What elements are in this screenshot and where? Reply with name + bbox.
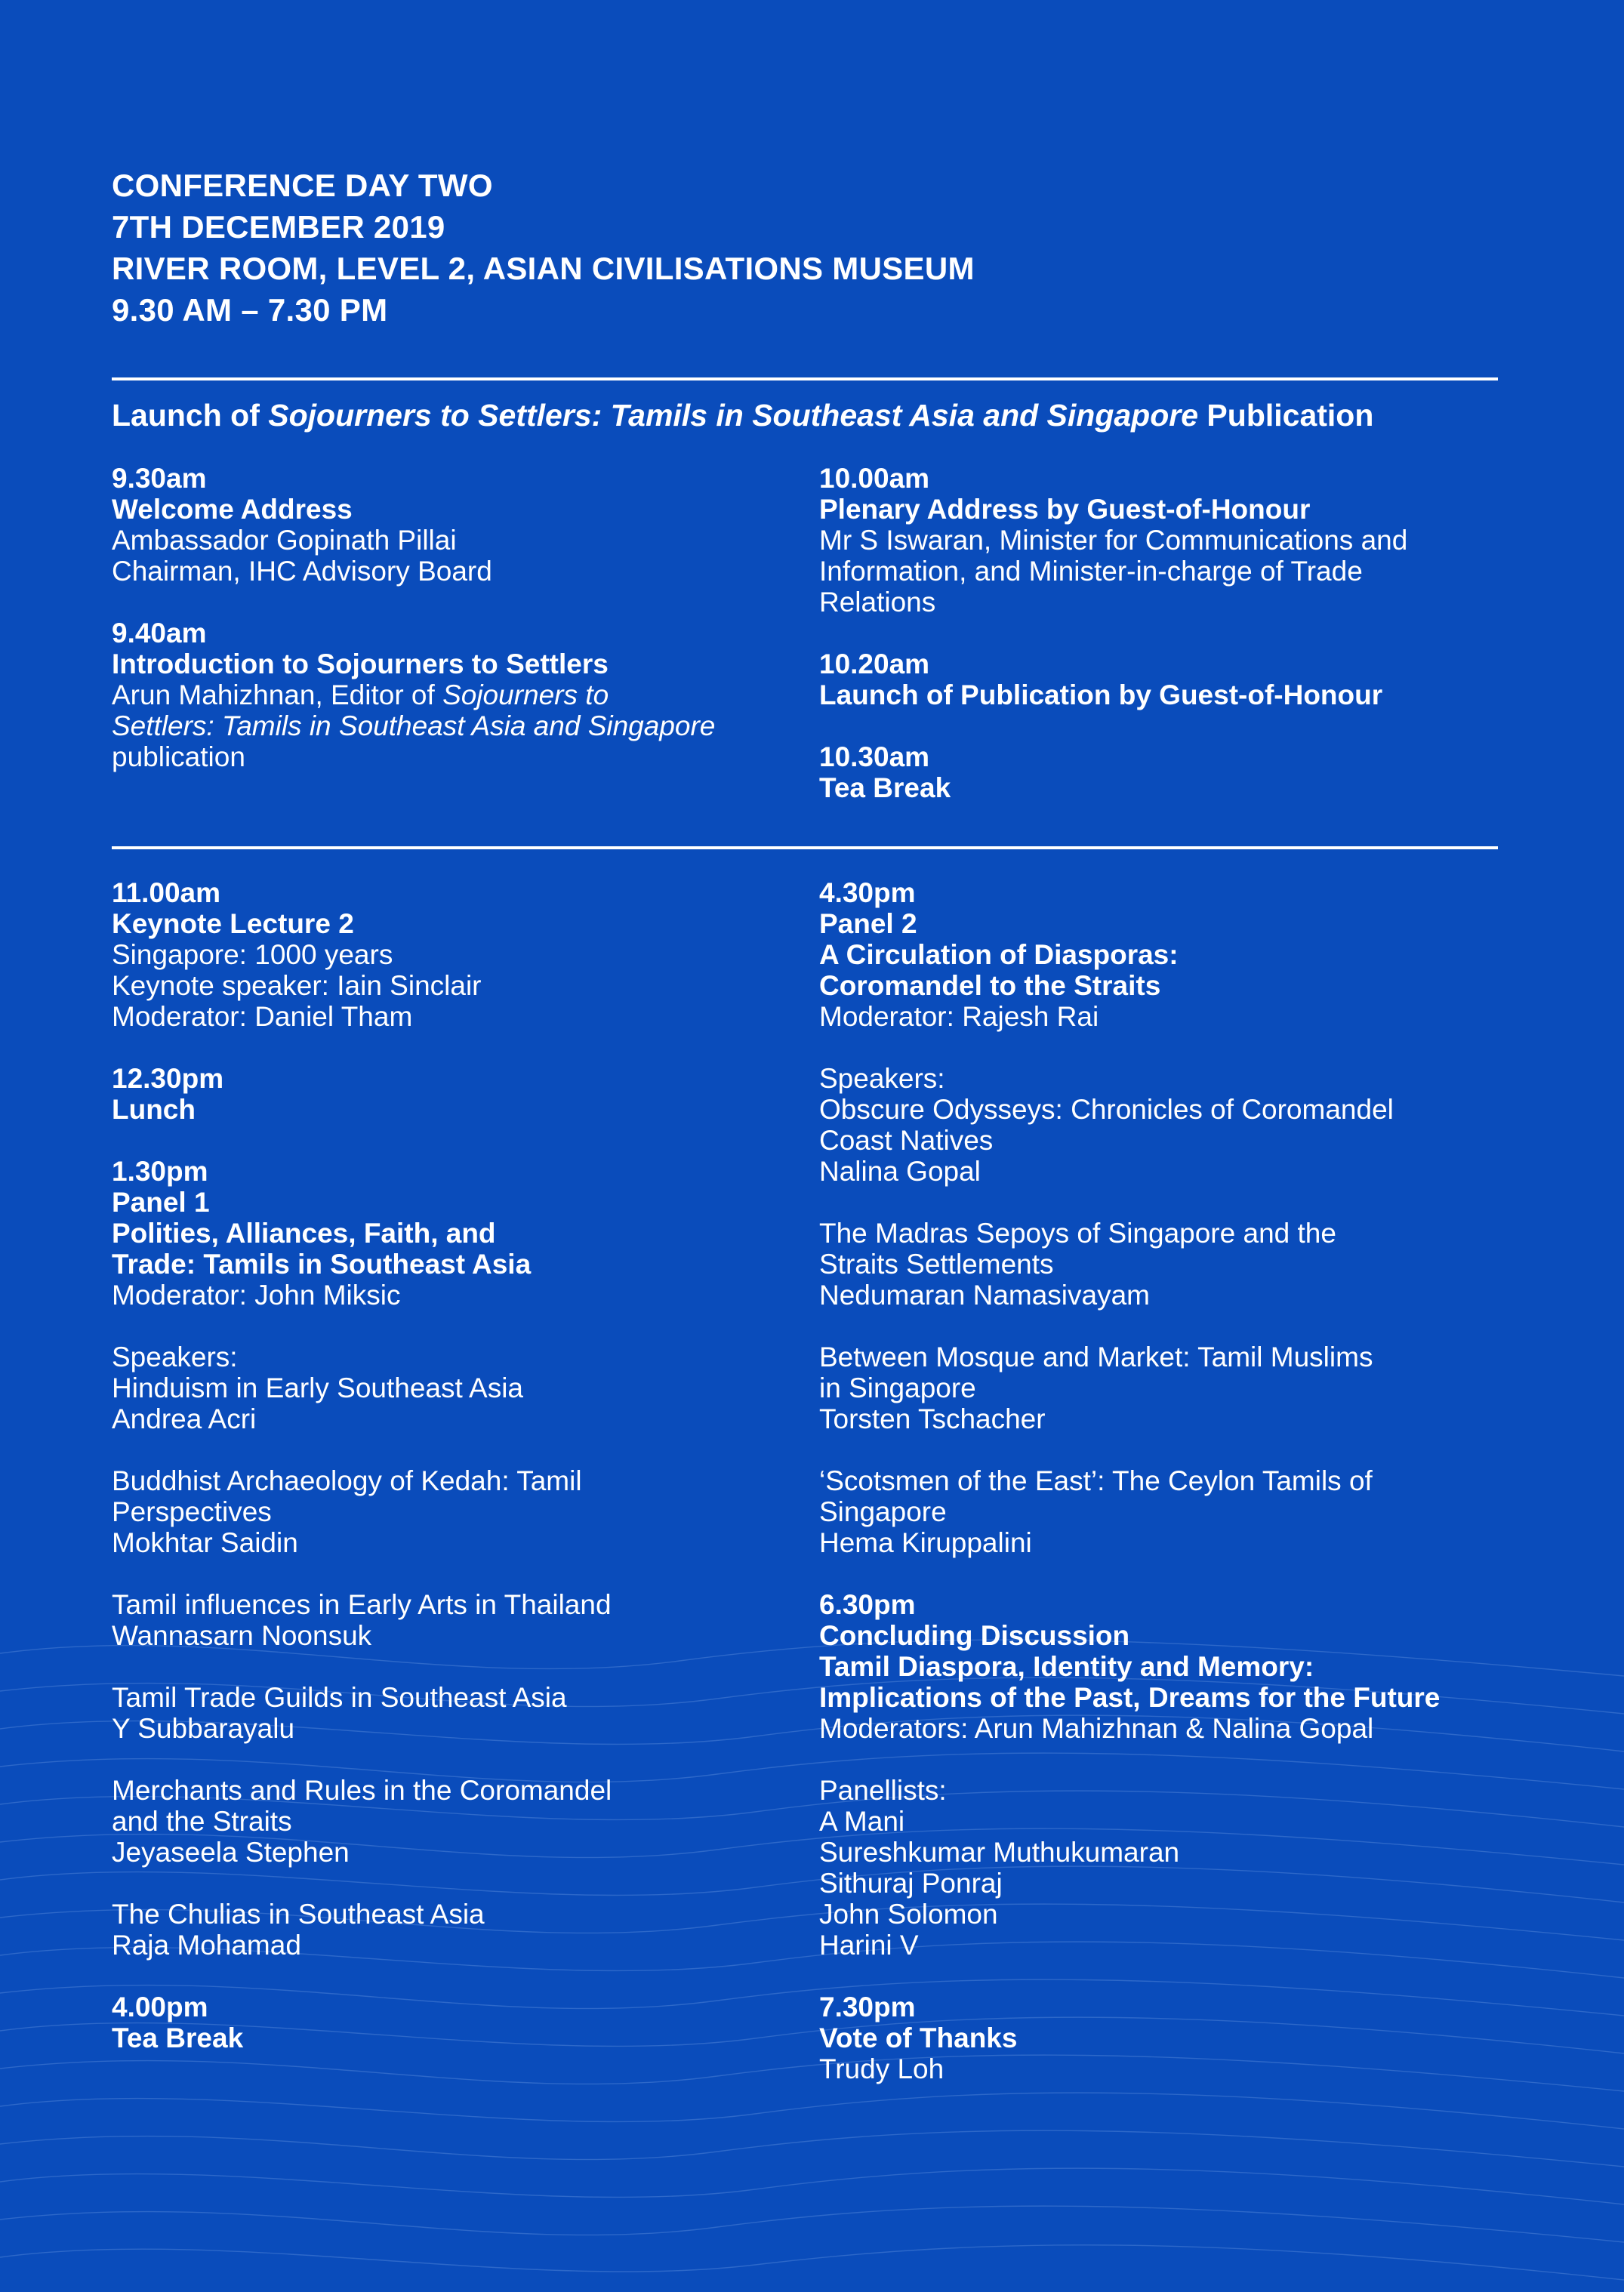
talk-line: Singapore [819,1496,947,1527]
item-title: A Circulation of Diasporas: [819,939,1179,970]
talk-line: Andrea Acri [112,1403,257,1434]
moderator: Moderator: John Miksic [112,1280,401,1311]
talk [112,1899,791,1961]
talk-line: Nalina Gopal [819,1156,981,1187]
talk [112,1372,791,1434]
item-detail: Chairman, IHC Advisory Board [112,556,492,587]
item-time: 9.30am [112,463,207,494]
launch-book-title: Sojourners to Settlers: Tamils in Southeast Asia and Singapore [268,398,1199,433]
talk-line: Tamil Trade Guilds in Southeast Asia [112,1682,567,1713]
item-detail: Settlers: Tamils in Southeast Asia and Singapore [112,710,716,741]
panellist: A Mani [819,1806,905,1837]
schedule-item-tea-break-2 [112,1992,791,2053]
talk-line: Buddhist Archaeology of Kedah: Tamil [112,1465,582,1496]
section2-left-column [112,877,791,2084]
schedule-item-concluding-discussion [819,1589,1499,1961]
talk [112,1775,791,1868]
talk-line: Perspectives [112,1496,272,1527]
moderator: Moderators: Arun Mahizhnan & Nalina Gopal [819,1713,1374,1744]
talk-line: and the Straits [112,1806,292,1837]
schedule-item-vote-of-thanks [819,1992,1499,2084]
item-time: 4.00pm [112,1992,208,2022]
header-date: 7TH DECEMBER 2019 [112,209,445,245]
item-time: 1.30pm [112,1156,208,1187]
launch-heading [112,393,1546,438]
talk-line: ‘Scotsmen of the East’: The Ceylon Tamils of [819,1465,1373,1496]
item-title: Coromandel to the Straits [819,970,1161,1001]
moderator: Moderator: Rajesh Rai [819,1001,1099,1032]
item-title: Implications of the Past, Dreams for the Future [819,1682,1441,1713]
panellist: Harini V [819,1930,919,1961]
item-title: Concluding Discussion [819,1620,1130,1651]
item-time: 10.20am [819,648,930,679]
talk [819,1465,1499,1558]
schedule-item-welcome [112,463,791,587]
header-venue: RIVER ROOM, LEVEL 2, ASIAN CIVILISATIONS MUSEUM [112,251,975,286]
editor-prefix: Arun Mahizhnan, Editor of [112,679,443,710]
item-detail: Trudy Loh [819,2053,945,2084]
item-time: 10.30am [819,741,930,772]
item-time: 6.30pm [819,1589,916,1620]
item-detail: Keynote speaker: Iain Sinclair [112,970,482,1001]
item-title: Vote of Thanks [819,2022,1018,2053]
schedule-item-keynote [112,877,791,1032]
talk [112,1589,791,1651]
talk-line: Hema Kiruppalini [819,1527,1032,1558]
launch-suffix: Publication [1198,398,1374,433]
panellist: Sureshkumar Muthukumaran [819,1837,1180,1868]
item-title: Welcome Address [112,494,353,525]
item-time: 7.30pm [819,1992,916,2022]
item-detail: publication [112,741,245,772]
schedule-item-panel-2 [819,877,1499,1558]
schedule-item-lunch [112,1063,791,1125]
talk-line: Straits Settlements [819,1249,1054,1280]
item-time: 9.40am [112,618,207,648]
talk-line: Coast Natives [819,1125,994,1156]
talk-line: Merchants and Rules in the Coromandel [112,1775,612,1806]
item-title: Keynote Lecture 2 [112,908,354,939]
talk [819,1218,1499,1311]
launch-prefix: Launch of [112,398,269,433]
editor-book-title: Sojourners to [442,679,609,710]
talk [112,1682,791,1744]
speakers-label: Speakers: [819,1063,945,1094]
schedule-item-tea-break [819,741,1499,803]
section1-right-column [819,463,1499,834]
divider-middle [112,846,1498,849]
item-detail: Moderator: Daniel Tham [112,1001,413,1032]
item-title: Panel 2 [819,908,917,939]
talk-line: Tamil influences in Early Arts in Thailand [112,1589,612,1620]
item-title: Trade: Tamils in Southeast Asia [112,1249,532,1280]
speakers-label: Speakers: [112,1342,238,1372]
talk-line: Hinduism in Early Southeast Asia [112,1372,523,1403]
item-title: Launch of Publication by Guest-of-Honour [819,679,1383,710]
item-detail [112,679,791,710]
section1-left-column [112,463,791,803]
section2-right-column [819,877,1499,2115]
item-title: Tamil Diaspora, Identity and Memory: [819,1651,1314,1682]
talk-line: in Singapore [819,1372,976,1403]
talk-line: Y Subbarayalu [112,1713,295,1744]
header-day: CONFERENCE DAY TWO [112,168,493,203]
panellist: Sithuraj Ponraj [819,1868,1003,1899]
talk-line: Nedumaran Namasivayam [819,1280,1151,1311]
item-title: Polities, Alliances, Faith, and [112,1218,496,1249]
talk-line: Mokhtar Saidin [112,1527,298,1558]
panellist: John Solomon [819,1899,998,1930]
talk-line: The Madras Sepoys of Singapore and the [819,1218,1336,1249]
item-title: Lunch [112,1094,196,1125]
item-title: Tea Break [112,2022,244,2053]
item-time: 12.30pm [112,1063,224,1094]
talk-line: Raja Mohamad [112,1930,301,1961]
item-detail: Ambassador Gopinath Pillai [112,525,457,556]
item-time: 4.30pm [819,877,916,908]
talk [112,1465,791,1558]
conference-header [112,165,975,331]
item-title: Introduction to Sojourners to Settlers [112,648,609,679]
item-time: 11.00am [112,877,221,908]
talk-line: Torsten Tschacher [819,1403,1046,1434]
talk-line: Between Mosque and Market: Tamil Muslims [819,1342,1373,1372]
talk-line: Jeyaseela Stephen [112,1837,350,1868]
schedule-item-panel-1 [112,1156,791,1961]
schedule-item-plenary [819,463,1499,618]
header-time: 9.30 AM – 7.30 PM [112,292,388,328]
talk-line: The Chulias in Southeast Asia [112,1899,485,1930]
item-title: Plenary Address by Guest-of-Honour [819,494,1311,525]
divider-top [112,377,1498,380]
talk [819,1342,1499,1434]
item-title: Panel 1 [112,1187,210,1218]
item-title: Tea Break [819,772,951,803]
item-time: 10.00am [819,463,930,494]
item-detail: Mr S Iswaran, Minister for Communications and [819,525,1408,556]
item-detail: Relations [819,587,936,618]
talk [819,1094,1499,1187]
item-detail: Information, and Minister-in-charge of Trade [819,556,1363,587]
panellists-label: Panellists: [819,1775,947,1806]
schedule-item-launch [819,648,1499,710]
schedule-item-introduction [112,618,791,772]
item-detail: Singapore: 1000 years [112,939,393,970]
talk-line: Wannasarn Noonsuk [112,1620,372,1651]
talk-line: Obscure Odysseys: Chronicles of Coromandel [819,1094,1394,1125]
